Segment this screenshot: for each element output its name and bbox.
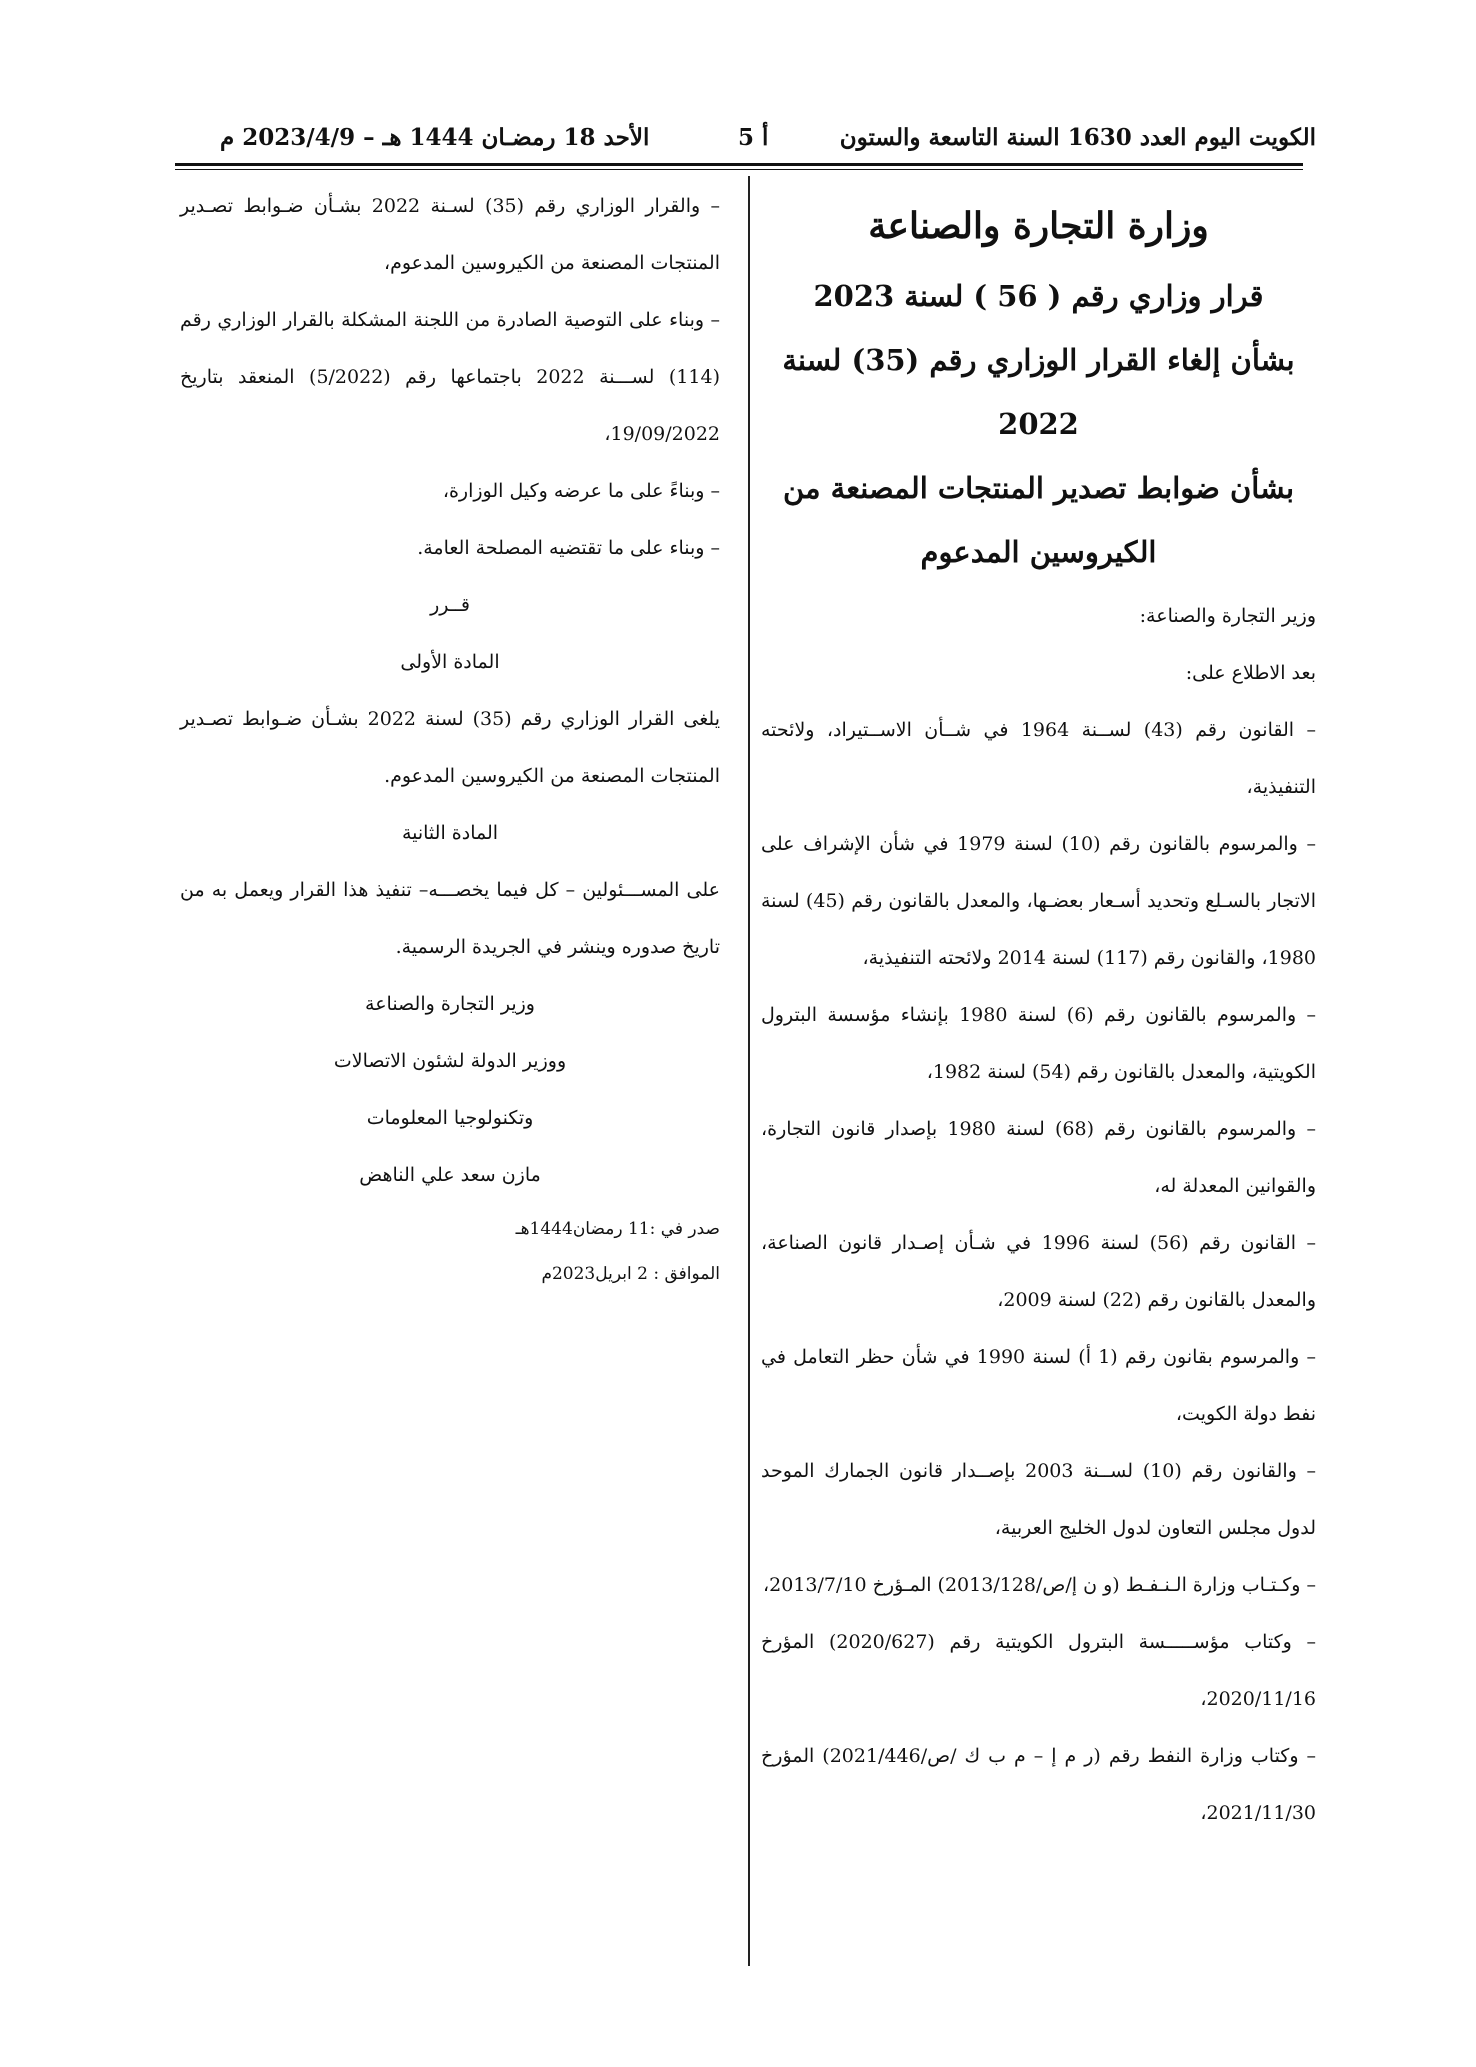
preamble-item: – والمرسوم بالقانون رقم (68) لسنة 1980 بإصدار قانون التجارة، والقوانين المعدلة له،	[761, 1118, 1316, 1197]
preamble-item: – والمرسوم بالقانون رقم (6) لسنة 1980 بإنشاء مؤسسة البترول الكويتية، والمعدل بالقانون رقم (54) لسنة 1982،	[761, 1004, 1316, 1083]
ministry-title: وزارة التجارة والصناعة	[868, 205, 1209, 247]
preamble-item: – وكتاب وزارة النفط رقم (ر م إ – م ب ك /ص/2021/446) المؤرخ 2021/11/30،	[761, 1745, 1317, 1824]
right-column	[761, 178, 1316, 1842]
left-column	[180, 178, 720, 1294]
page-header	[0, 118, 1476, 158]
article-2-text: على المســـئولين – كل فيما يخصـــه– تنفيذ هذا القرار ويعمل به من تاريخ صدوره وينشر في الجريدة الرسمية.	[180, 879, 720, 958]
header-rule-thin	[175, 169, 1303, 170]
decree-title: قرار وزاري رقم ( 56 ) لسنة 2023	[813, 279, 1264, 313]
preamble-item: – وبناء على التوصية الصادرة من اللجنة المشكلة بالقرار الوزاري رقم (114) لســـنة 2022 باجتماعها رقم (5/2022) المنعقد بتاريخ 19/09/2022،	[180, 309, 720, 445]
preamble-item: – وبناء على ما تقتضيه المصلحة العامة.	[417, 537, 720, 559]
preamble-item: – والقانون رقم (10) لســنة 2003 بإصــدار قانون الجمارك الموحد لدول مجلس التعاون لدول الخليج العربية،	[761, 1460, 1316, 1539]
preamble-item: – والمرسوم بالقانون رقم (10) لسنة 1979 في شأن الإشراف على الاتجار بالسـلع وتحديد أسـعار بعضـها، والمعدل بالقانون رقم (45) لسنة 1980، والقانون رقم (117) لسنة 2014 ولائحته التنفيذية،	[761, 833, 1317, 969]
decided-heading: قــرر	[430, 594, 470, 616]
header-rule-thick	[175, 163, 1303, 166]
article-1-title: المادة الأولى	[400, 651, 500, 673]
article-2-title: المادة الثانية	[401, 822, 499, 844]
minister-heading: وزير التجارة والصناعة:	[1139, 605, 1316, 627]
preamble-item: – وكـتـاب وزارة الـنـفـط (و ن إ/ص/2013/128) المـؤرخ 2013/7/10،	[763, 1574, 1316, 1596]
decree-subject-line-1: بشأن إلغاء القرار الوزاري رقم (35) لسنة 2022	[782, 343, 1295, 441]
preamble-item: – وبناءً على ما عرضه وكيل الوزارة،	[442, 480, 720, 502]
decree-subject-line-2: بشأن ضوابط تصدير المنتجات المصنعة من	[782, 471, 1295, 505]
signatory-name: مازن سعد علي الناهض	[359, 1164, 541, 1186]
preamble-item: – والقرار الوزاري رقم (35) لسـنة 2022 بشـأن ضـوابط تصـدير المنتجات المصنعة من الكيروسين المدعوم،	[180, 195, 720, 274]
preamble-item: – القانون رقم (43) لســنة 1964 في شــأن الاســتيراد، ولائحته التنفيذية،	[761, 719, 1316, 798]
signature-line: ووزير الدولة لشئون الاتصالات	[333, 1050, 567, 1072]
article-1-text: يلغى القرار الوزاري رقم (35) لسنة 2022 بشـأن ضـوابط تصـدير المنتجات المصنعة من الكيروسين المدعوم.	[180, 708, 720, 787]
issue-date: الأحد 18 رمضـان 1444 هـ – 2023/4/9 م	[220, 124, 650, 151]
issue-date-gregorian: الموافق : 2 ابريل2023م	[541, 1264, 720, 1284]
issue-date-hijri: صدر في :11 رمضان1444هـ	[515, 1219, 720, 1239]
preamble-intro: بعد الاطلاع على:	[1185, 662, 1316, 684]
signature-line: وزير التجارة والصناعة	[365, 993, 535, 1015]
page-number: أ 5	[738, 124, 769, 151]
gazette-issue-info: الكويت اليوم العدد 1630 السنة التاسعة والستون	[839, 124, 1316, 151]
decree-subject-line-3: الكيروسين المدعوم	[920, 535, 1157, 569]
signature-line: وتكنولوجيا المعلومات	[366, 1107, 534, 1129]
column-divider	[748, 176, 750, 1966]
preamble-item: – والمرسوم بقانون رقم (1 أ) لسنة 1990 في شأن حظر التعامل في نفط دولة الكويت،	[761, 1346, 1316, 1425]
preamble-item: – وكتاب مؤســـــسة البترول الكويتية رقم (2020/627) المؤرخ 2020/11/16،	[761, 1631, 1316, 1710]
preamble-item: – القانون رقم (56) لسنة 1996 في شـأن إصـدار قانون الصناعة، والمعدل بالقانون رقم (22) لسنة 2009،	[761, 1232, 1317, 1311]
